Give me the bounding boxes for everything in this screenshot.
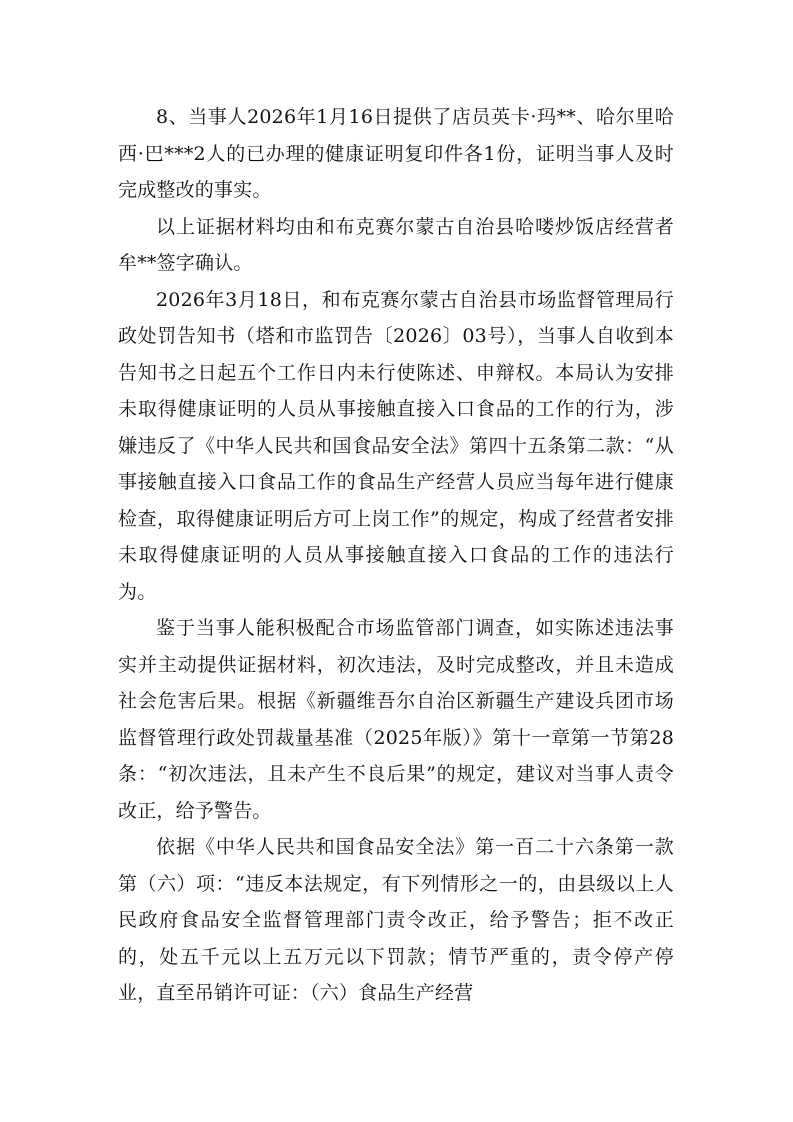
document-body <box>118 99 674 1012</box>
paragraph-mitigating-circumstances: 鉴于当事人能积极配合市场监管部门调查，如实陈述违法事实并主动提供证据材料，初次违法，及时完成整改，并且未造成社会危害后果。根据《新疆维吾尔自治区新疆生产建设兵团市场监督管理行政处罚裁量基准（2025年版）》第十一章第一节第28条：“初次违法，且未产生不良后果”的规定，建议对当事人责令改正，给予警告。 <box>118 617 674 822</box>
paragraph-penalty-notice: 2026年3月18日，和布克赛尔蒙古自治县市场监督管理局行政处罚告知书（塔和市监罚告〔2026〕03号），当事人自收到本告知书之日起五个工作日内未行使陈述、申辩权。本局认为安排未取得健康证明的人员从事接触直接入口食品的工作的行为，涉嫌违反了《中华人民共和国食品安全法》第四十五条第二款：“从事接触直接入口食品工作的食品生产经营人员应当每年进行健康检查，取得健康证明后方可上岗工作”的规定，构成了经营者安排未取得健康证明的人员从事接触直接入口食品的工作的违法行为。 <box>118 288 674 603</box>
paragraph-evidence-health-certificates: 8、当事人2026年1月16日提供了店员英卡·玛**、哈尔里哈西·巴***2人的已办理的健康证明复印件各1份，证明当事人及时完成整改的事实。 <box>118 106 674 201</box>
paragraph-evidence-confirmation: 以上证据材料均由和布克赛尔蒙古自治县哈喽炒饭店经营者牟**签字确认。 <box>118 215 674 274</box>
paragraph-legal-basis: 依据《中华人民共和国食品安全法》第一百二十六条第一款第（六）项：“违反本法规定，有下列情形之一的，由县级以上人民政府食品安全监督管理部门责令改正，给予警告；拒不改正的，处五千元以上五万元以下罚款；情节严重的，责令停产停业，直至吊销许可证：（六）食品生产经营 <box>118 836 674 1004</box>
